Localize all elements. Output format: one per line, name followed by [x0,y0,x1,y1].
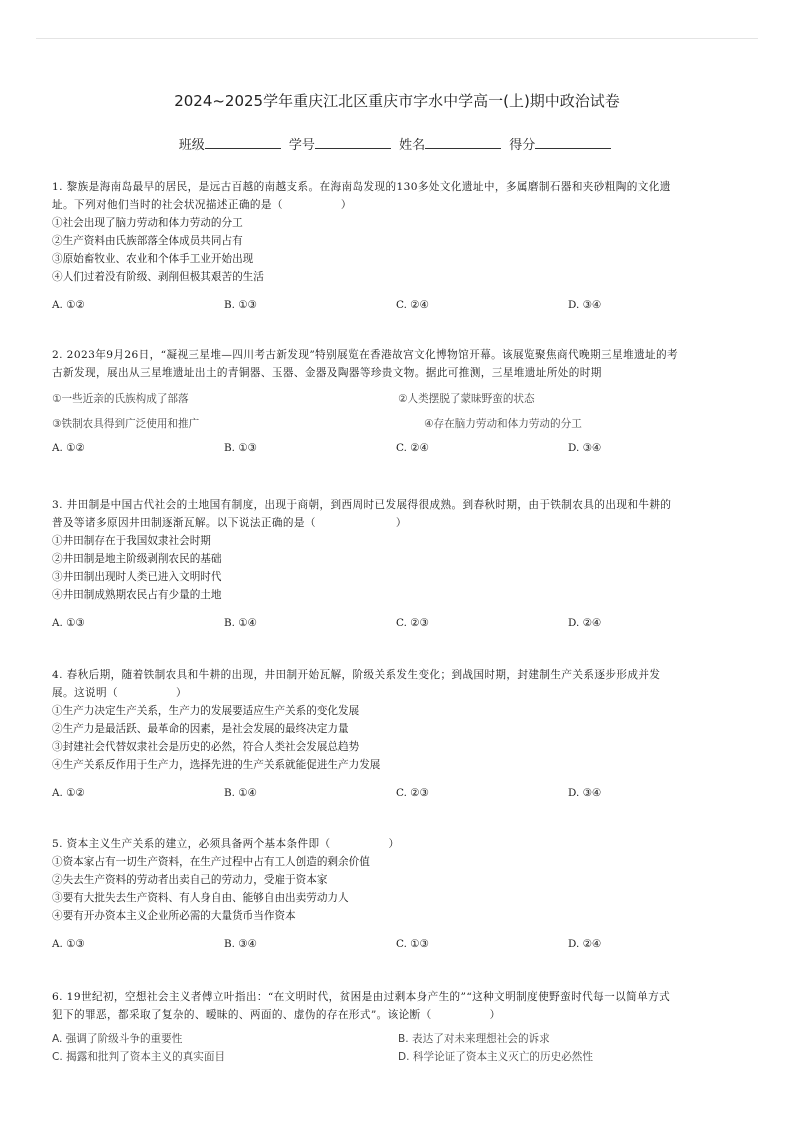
question-4 [52,666,744,802]
answer-choices [52,784,744,802]
choice-b[interactable]: B. ①④ [224,787,257,799]
option-4: ④人们过着没有阶级、剥削但极其艰苦的生活 [52,271,264,283]
name-blank[interactable] [425,136,501,149]
name-label: 姓名 [399,138,426,153]
choice-a[interactable]: A. 强调了阶级斗争的重要性 [52,1033,183,1045]
choice-d[interactable]: D. ③④ [568,299,602,311]
student-no-label: 学号 [288,138,315,153]
student-no-blank[interactable] [315,136,391,149]
question-2 [52,346,744,457]
question-stem: 5. 资本主义生产关系的建立，必须具备两个基本条件即（ ） [52,838,400,850]
option-2: ②生产资料由氏族部落全体成员共同占有 [52,235,243,247]
choice-c[interactable]: C. 揭露和批判了资本主义的真实面目 [52,1051,226,1063]
option-3: ③封建社会代替奴隶社会是历史的必然，符合人类社会发展总趋势 [52,741,360,753]
option-2: ②井田制是地主阶级剥削农民的基础 [52,553,222,565]
option-3: ③要有大批失去生产资料、有人身自由、能够自由出卖劳动力人 [52,892,349,904]
option-4: ④存在脑力劳动和体力劳动的分工 [424,418,582,430]
choice-c[interactable]: C. ②③ [396,787,429,799]
choice-a[interactable]: A. ①② [52,787,85,799]
option-3: ③原始畜牧业、农业和个体手工业开始出现 [52,253,254,265]
choice-c[interactable]: C. ①③ [396,938,429,950]
choice-d[interactable]: D. ③④ [568,787,602,799]
option-2: ②人类摆脱了蒙昧野蛮的状态 [398,393,535,405]
answer-choices [52,296,744,314]
class-label: 班级 [178,138,205,153]
choice-d[interactable]: D. ②④ [568,617,602,629]
score-label: 得分 [509,138,536,153]
answer-choices [52,439,744,457]
choice-b[interactable]: B. ③④ [224,938,257,950]
choice-d[interactable]: D. 科学论证了资本主义灭亡的历史必然性 [398,1051,593,1063]
page-title: 2024~2025学年重庆江北区重庆市字水中学高一(上)期中政治试卷 [174,92,620,110]
question-stem: 3. 井田制是中国古代社会的土地国有制度，出现于商朝，到西周时已发展得很成熟。到春秋时期，由于铁制农具的出现和牛耕的 普及等诸多原因井田制逐渐瓦解。以下说法正确的是（ ） [52,499,672,529]
choice-d[interactable]: D. ②④ [568,938,602,950]
choice-a[interactable]: A. ①③ [52,938,85,950]
question-stem: 4. 春秋后期，随着铁制农具和牛耕的出现，井田制开始瓦解，阶级关系发生变化；到战国时期，封建制生产关系逐步形成并发 展。这说明（ ） [52,669,661,699]
choice-b[interactable]: B. 表达了对未来理想社会的诉求 [398,1033,550,1045]
class-blank[interactable] [205,136,281,149]
question-1 [52,178,744,314]
question-3 [52,496,744,632]
option-1: ①社会出现了脑力劳动和体力劳动的分工 [52,217,243,229]
choice-c[interactable]: C. ②④ [396,299,429,311]
choice-b[interactable]: B. ①③ [224,299,257,311]
option-1: ①一些近亲的氏族构成了部落 [52,393,189,405]
student-info-line [0,134,794,153]
choice-a[interactable]: A. ①③ [52,617,85,629]
choice-a[interactable]: A. ①② [52,299,85,311]
choice-c[interactable]: C. ②③ [396,617,429,629]
choice-c[interactable]: C. ②④ [396,442,429,454]
header-rule [36,38,758,39]
option-2: ②生产力是最活跃、最革命的因素，是社会发展的最终决定力量 [52,723,349,735]
option-2: ②失去生产资料的劳动者出卖自己的劳动力，受雇于资本家 [52,874,328,886]
question-stem: 2. 2023年9月26日，“凝视三星堆—四川考古新发现”特别展览在香港故宫文化博物馆开幕。该展览聚焦商代晚期三星堆遗址的考 古新发现，展出从三星堆遗址出土的青铜器、玉器、金器及陶器等珍贵文物。据此可推测，三星堆遗址所处的时期 [52,349,678,379]
choice-d[interactable]: D. ③④ [568,442,602,454]
answer-choices [52,614,744,632]
question-5 [52,835,744,953]
question-stem: 1. 黎族是海南岛最早的居民，是远古百越的南越支系。在海南岛发现的130多处文化遗址中，多属磨制石器和夹砂粗陶的文化遗 址。下列对他们当时的社会状况描述正确的是（ ） [52,181,671,211]
question-6 [52,988,744,1066]
option-1: ①井田制存在于我国奴隶社会时期 [52,535,211,547]
question-stem: 6. 19世纪初，空想社会主义者傅立叶指出：“在文明时代，贫困是由过剩本身产生的”“这种文明制度使野蛮时代每一以简单方式 犯下的罪恶，都采取了复杂的、暧昧的、两面的、虚伪的存在形式”。该论断（ ） [52,991,671,1021]
option-1: ①资本家占有一切生产资料，在生产过程中占有工人创造的剩余价值 [52,856,370,868]
option-1: ①生产力决定生产关系，生产力的发展要适应生产关系的变化发展 [52,705,360,717]
option-3: ③井田制出现时人类已进入文明时代 [52,571,222,583]
choice-b[interactable]: B. ①④ [224,617,257,629]
option-3: ③铁制农具得到广泛使用和推广 [52,418,200,430]
choice-a[interactable]: A. ①② [52,442,85,454]
option-4: ④生产关系反作用于生产力，选择先进的生产关系就能促进生产力发展 [52,759,381,771]
answer-choices [52,935,744,953]
option-4: ④井田制成熟期农民占有少量的土地 [52,589,222,601]
choice-b[interactable]: B. ①③ [224,442,257,454]
score-blank[interactable] [535,136,611,149]
option-4: ④要有开办资本主义企业所必需的大量货币当作资本 [52,910,296,922]
